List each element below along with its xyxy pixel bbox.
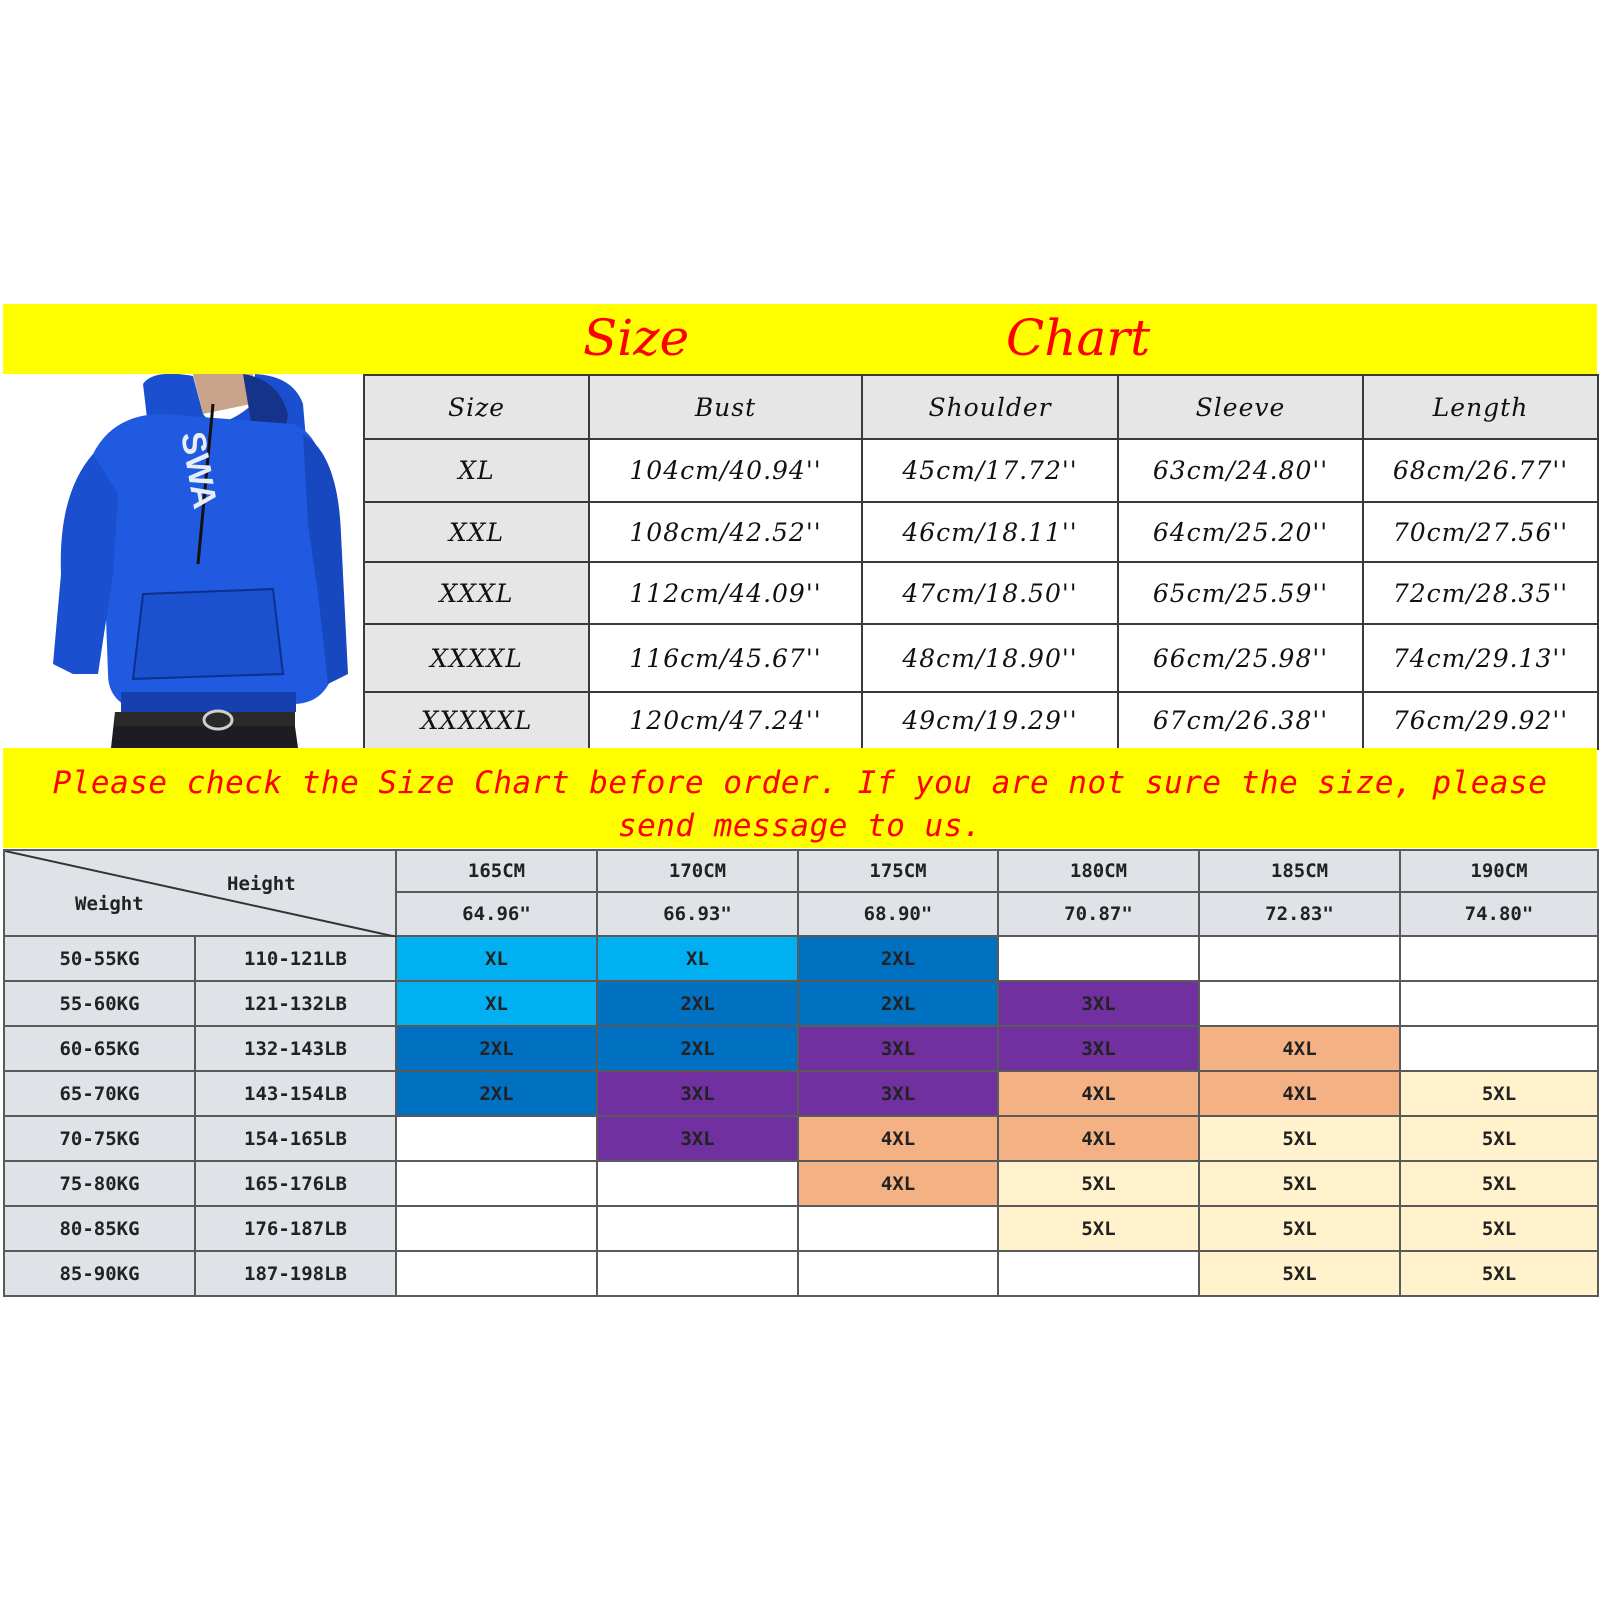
recommended-size-cell: 2XL — [798, 936, 998, 981]
header-shoulder: Shoulder — [862, 375, 1118, 439]
shoulder-cell: 49cm/19.29'' — [862, 692, 1118, 749]
height-label: Height — [227, 873, 296, 895]
weight-row — [4, 1251, 1598, 1296]
weight-lb: 176-187LB — [195, 1206, 396, 1251]
recommended-size-cell: 2XL — [597, 981, 798, 1026]
weight-lb: 165-176LB — [195, 1161, 396, 1206]
weight-row — [4, 1206, 1598, 1251]
length-cell: 68cm/26.77'' — [1363, 439, 1598, 502]
height-in: 74.80" — [1400, 892, 1598, 936]
weight-kg: 75-80KG — [4, 1161, 195, 1206]
recommended-size-cell: 5XL — [1400, 1161, 1598, 1206]
height-cm: 190CM — [1400, 850, 1598, 892]
bust-cell: 104cm/40.94'' — [589, 439, 862, 502]
recommended-size-cell: 5XL — [998, 1161, 1199, 1206]
recommended-size-cell — [597, 1206, 798, 1251]
weight-label: Weight — [75, 893, 144, 915]
height-in: 68.90" — [798, 892, 998, 936]
length-cell: 74cm/29.13'' — [1363, 624, 1598, 692]
weight-row — [4, 981, 1598, 1026]
hoodie-photo — [3, 374, 363, 748]
recommended-size-cell: XL — [396, 936, 597, 981]
weight-height-table — [3, 849, 1599, 1297]
bust-cell: 108cm/42.52'' — [589, 502, 862, 562]
corner-cell — [4, 850, 396, 936]
weight-row — [4, 1161, 1598, 1206]
shoulder-cell: 47cm/18.50'' — [862, 562, 1118, 624]
weight-kg: 55-60KG — [4, 981, 195, 1026]
recommended-size-cell: 5XL — [1199, 1206, 1400, 1251]
shoulder-cell: 45cm/17.72'' — [862, 439, 1118, 502]
header-sleeve: Sleeve — [1118, 375, 1363, 439]
recommended-size-cell — [998, 936, 1199, 981]
measurement-row — [364, 624, 1598, 692]
measurement-header-row — [364, 375, 1598, 439]
recommended-size-cell: XL — [396, 981, 597, 1026]
hoodie-illustration — [3, 374, 363, 748]
weight-kg: 80-85KG — [4, 1206, 195, 1251]
recommended-size-cell — [396, 1116, 597, 1161]
recommended-size-cell: 5XL — [998, 1206, 1199, 1251]
title-word-chart: Chart — [1006, 309, 1151, 367]
measurement-row — [364, 692, 1598, 749]
recommended-size-cell — [1400, 936, 1598, 981]
height-cm: 170CM — [597, 850, 798, 892]
weight-lb: 187-198LB — [195, 1251, 396, 1296]
height-cm: 185CM — [1199, 850, 1400, 892]
length-cell: 76cm/29.92'' — [1363, 692, 1598, 749]
weight-kg: 60-65KG — [4, 1026, 195, 1071]
length-cell: 72cm/28.35'' — [1363, 562, 1598, 624]
size-cell: XXXXL — [364, 624, 589, 692]
sleeve-cell: 63cm/24.80'' — [1118, 439, 1363, 502]
height-in: 64.96" — [396, 892, 597, 936]
recommended-size-cell: 5XL — [1199, 1251, 1400, 1296]
height-in: 70.87" — [998, 892, 1199, 936]
corner-diagonal — [5, 851, 397, 937]
length-cell: 70cm/27.56'' — [1363, 502, 1598, 562]
recommended-size-cell: 2XL — [597, 1026, 798, 1071]
recommended-size-cell: 3XL — [798, 1026, 998, 1071]
weight-kg: 65-70KG — [4, 1071, 195, 1116]
recommended-size-cell — [396, 1161, 597, 1206]
size-cell: XXXXXL — [364, 692, 589, 749]
weight-lb: 121-132LB — [195, 981, 396, 1026]
weight-lb: 143-154LB — [195, 1071, 396, 1116]
sleeve-cell: 64cm/25.20'' — [1118, 502, 1363, 562]
recommended-size-cell: 3XL — [597, 1116, 798, 1161]
bust-cell: 112cm/44.09'' — [589, 562, 862, 624]
recommended-size-cell — [396, 1206, 597, 1251]
size-cell: XXL — [364, 502, 589, 562]
recommended-size-cell: 5XL — [1199, 1161, 1400, 1206]
recommended-size-cell: 5XL — [1400, 1071, 1598, 1116]
recommended-size-cell: 5XL — [1400, 1251, 1598, 1296]
title-banner — [3, 304, 1597, 374]
height-cm: 165CM — [396, 850, 597, 892]
sleeve-cell: 66cm/25.98'' — [1118, 624, 1363, 692]
recommended-size-cell: 4XL — [1199, 1071, 1400, 1116]
bust-cell: 116cm/45.67'' — [589, 624, 862, 692]
height-cm: 175CM — [798, 850, 998, 892]
weight-row — [4, 1071, 1598, 1116]
measurement-table — [363, 374, 1599, 750]
recommended-size-cell: 4XL — [798, 1161, 998, 1206]
recommended-size-cell: 3XL — [798, 1071, 998, 1116]
header-length: Length — [1363, 375, 1598, 439]
recommended-size-cell: 3XL — [597, 1071, 798, 1116]
size-cell: XL — [364, 439, 589, 502]
recommended-size-cell: 3XL — [998, 981, 1199, 1026]
weight-kg: 85-90KG — [4, 1251, 195, 1296]
recommended-size-cell: 5XL — [1400, 1116, 1598, 1161]
recommended-size-cell: 4XL — [798, 1116, 998, 1161]
recommended-size-cell: 2XL — [396, 1026, 597, 1071]
recommended-size-cell — [1400, 1026, 1598, 1071]
hoodie-print-text: SWA — [173, 428, 224, 512]
recommended-size-cell — [396, 1251, 597, 1296]
weight-lb: 110-121LB — [195, 936, 396, 981]
measurement-row — [364, 562, 1598, 624]
recommended-size-cell — [1199, 981, 1400, 1026]
recommended-size-cell: 4XL — [1199, 1026, 1400, 1071]
recommended-size-cell: 5XL — [1199, 1116, 1400, 1161]
notice-banner — [3, 748, 1597, 848]
weight-row — [4, 1116, 1598, 1161]
measurement-row — [364, 439, 1598, 502]
height-cm: 180CM — [998, 850, 1199, 892]
height-cm-row — [4, 850, 1598, 892]
recommended-size-cell: XL — [597, 936, 798, 981]
bust-cell: 120cm/47.24'' — [589, 692, 862, 749]
measurement-row — [364, 502, 1598, 562]
size-cell: XXXL — [364, 562, 589, 624]
recommended-size-cell: 5XL — [1400, 1206, 1598, 1251]
weight-lb: 154-165LB — [195, 1116, 396, 1161]
recommended-size-cell — [1400, 981, 1598, 1026]
recommended-size-cell — [597, 1161, 798, 1206]
sleeve-cell: 67cm/26.38'' — [1118, 692, 1363, 749]
weight-kg: 70-75KG — [4, 1116, 195, 1161]
shoulder-cell: 48cm/18.90'' — [862, 624, 1118, 692]
recommended-size-cell: 4XL — [998, 1071, 1199, 1116]
header-bust: Bust — [589, 375, 862, 439]
title-word-size: Size — [583, 309, 690, 367]
sleeve-cell: 65cm/25.59'' — [1118, 562, 1363, 624]
recommended-size-cell: 3XL — [998, 1026, 1199, 1071]
height-in: 66.93" — [597, 892, 798, 936]
recommended-size-cell: 2XL — [396, 1071, 597, 1116]
recommended-size-cell — [998, 1251, 1199, 1296]
recommended-size-cell — [597, 1251, 798, 1296]
recommended-size-cell: 4XL — [998, 1116, 1199, 1161]
notice-text: Please check the Size Chart before order. If you are not sure the size, please send message to us. — [52, 765, 1548, 844]
weight-kg: 50-55KG — [4, 936, 195, 981]
weight-row — [4, 1026, 1598, 1071]
recommended-size-cell: 2XL — [798, 981, 998, 1026]
recommended-size-cell — [798, 1251, 998, 1296]
height-in: 72.83" — [1199, 892, 1400, 936]
recommended-size-cell — [798, 1206, 998, 1251]
weight-lb: 132-143LB — [195, 1026, 396, 1071]
header-size: Size — [364, 375, 589, 439]
shoulder-cell: 46cm/18.11'' — [862, 502, 1118, 562]
recommended-size-cell — [1199, 936, 1400, 981]
weight-row — [4, 936, 1598, 981]
